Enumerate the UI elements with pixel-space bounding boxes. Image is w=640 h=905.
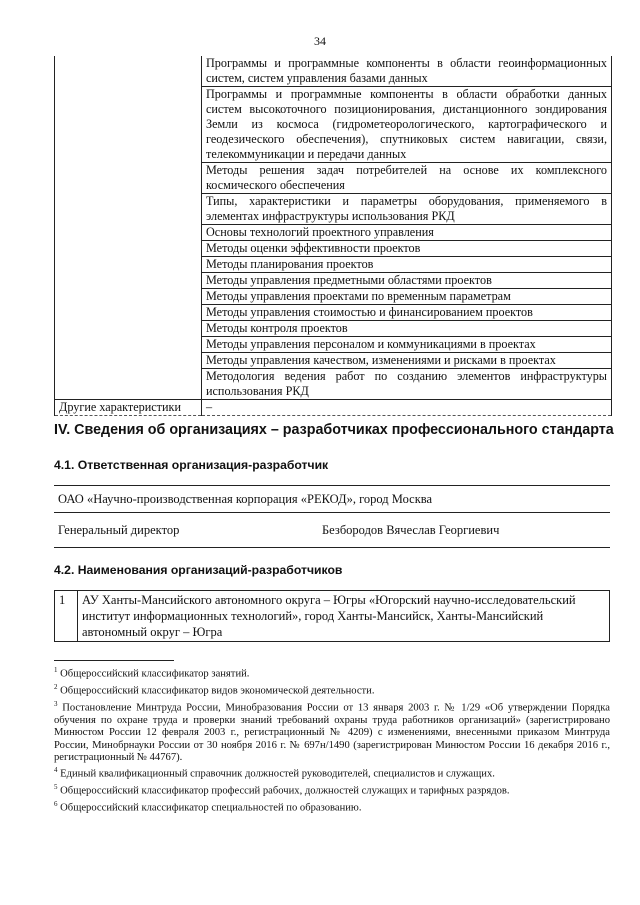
knowledge-item: Методы управления стоимостью и финансированием проектов [202, 305, 612, 321]
knowledge-left-cell [55, 225, 202, 241]
knowledge-table [54, 56, 612, 416]
knowledge-left-cell [55, 257, 202, 273]
knowledge-row [55, 56, 612, 87]
other-characteristics-label: Другие характеристики [55, 400, 202, 416]
director-name: Безбородов Вячеслав Георгиевич [322, 523, 500, 537]
knowledge-item: Методы управления качеством, изменениями и рисками в проектах [202, 353, 612, 369]
knowledge-left-cell [55, 273, 202, 289]
knowledge-item: Методы управления персоналом и коммуникациями в проектах [202, 337, 612, 353]
knowledge-row [55, 163, 612, 194]
other-characteristics-value: – [202, 400, 612, 416]
knowledge-left-cell [55, 194, 202, 225]
developer-row [55, 591, 610, 642]
knowledge-left-cell [55, 305, 202, 321]
developers-table-body [55, 591, 610, 642]
knowledge-left-cell [55, 337, 202, 353]
knowledge-left-cell [55, 369, 202, 400]
knowledge-item: Методы оценки эффективности проектов [202, 241, 612, 257]
knowledge-item: Методы управления предметными областями проектов [202, 273, 612, 289]
footnote-rule [54, 660, 174, 661]
developer-name: АУ Ханты-Мансийского автономного округа – Югры «Югорский научно-исследовательский институт информационных технологий», город Ханты-Мансийск, Ханты-Мансийский автономный округ – Югра [78, 591, 610, 642]
footnote-text: Общероссийский классификатор занятий. [60, 668, 250, 680]
knowledge-item: Программы и программные компоненты в области обработки данных систем высокоточного позиционирования, дистанционного зондирования Земли из космоса (гидрометеорологического, картографического и геодезического обеспечения), спутниковых систем навигации, связи, телекоммуникации и передачи данных [202, 87, 612, 163]
footnote [54, 681, 610, 698]
page-number: 34 [314, 34, 326, 48]
footnote [54, 664, 610, 681]
footnote-mark: 3 [54, 699, 58, 708]
knowledge-item: Методология ведения работ по созданию элементов инфраструктуры использования РКД [202, 369, 612, 400]
knowledge-row [55, 257, 612, 273]
knowledge-row [55, 337, 612, 353]
knowledge-item: Методы контроля проектов [202, 321, 612, 337]
knowledge-left-cell [55, 241, 202, 257]
knowledge-item: Типы, характеристики и параметры оборудования, применяемого в элементах инфраструктуры использования РКД [202, 194, 612, 225]
knowledge-row [55, 241, 612, 257]
footnote-mark: 2 [54, 682, 58, 691]
knowledge-row [55, 225, 612, 241]
section-title: IV. Сведения об организациях – разработчиках профессионального стандарта [54, 422, 614, 438]
knowledge-row [55, 289, 612, 305]
footnote-text: Постановление Минтруда России, Минобразования России от 13 января 2003 г. № 1/29 «Об утверждении Порядка обучения по охране труда и проверки знаний требований охраны труда работников организаций» (зарегистрировано Минюстом России 12 февраля 2003 г., регистрационный № 4209) с изменениями, внесенными приказом Минтруда России, Минобрнауки России от 30 ноября 2016 г. № 697н/1490 (зарегистрирован Минюстом России 16 декабря 2016 г., регистрационный № 44767). [54, 702, 610, 764]
developers-table [54, 590, 610, 642]
knowledge-item: Методы управления проектами по временным параметрам [202, 289, 612, 305]
footnote-mark: 5 [54, 783, 58, 792]
director-position: Генеральный директор [58, 523, 180, 537]
knowledge-item: Программы и программные компоненты в области геоинформационных систем, систем управления базами данных [202, 56, 612, 87]
knowledge-left-cell [55, 56, 202, 87]
footnote-list [54, 664, 610, 815]
knowledge-row [55, 194, 612, 225]
footnote-text: Общероссийский классификатор видов экономической деятельности. [60, 685, 375, 697]
footnote-text: Общероссийский классификатор специальностей по образованию. [60, 802, 362, 814]
footnote-mark: 6 [54, 800, 58, 809]
knowledge-table-body [55, 56, 612, 416]
knowledge-item: Методы планирования проектов [202, 257, 612, 273]
knowledge-item: Методы решения задач потребителей на основе их комплексного космического обеспечения [202, 163, 612, 194]
knowledge-left-cell [55, 353, 202, 369]
knowledge-left-cell [55, 163, 202, 194]
other-characteristics-row [55, 400, 612, 416]
footnote [54, 781, 610, 798]
developer-number: 1 [55, 591, 78, 642]
footnote [54, 798, 610, 815]
responsible-org-box [54, 485, 610, 548]
footnote-text: Единый квалификационный справочник должностей руководителей, специалистов и служащих. [60, 768, 495, 780]
footnote [54, 698, 610, 765]
footnote-text: Общероссийский классификатор профессий рабочих, должностей служащих и тарифных разрядов. [60, 785, 510, 797]
knowledge-row [55, 369, 612, 400]
signature-row [54, 513, 610, 547]
developers-heading: 4.2. Наименования организаций-разработчиков [54, 563, 343, 577]
knowledge-left-cell [55, 321, 202, 337]
footnotes [54, 660, 610, 815]
knowledge-item: Основы технологий проектного управления [202, 225, 612, 241]
knowledge-left-cell [55, 289, 202, 305]
footnote-mark: 4 [54, 766, 58, 775]
knowledge-left-cell [55, 87, 202, 163]
footnote-mark: 1 [54, 666, 58, 674]
responsible-org-name: ОАО «Научно-производственная корпорация «РЕКОД», город Москва [54, 486, 610, 513]
knowledge-row [55, 273, 612, 289]
knowledge-row [55, 321, 612, 337]
knowledge-row [55, 87, 612, 163]
knowledge-row [55, 353, 612, 369]
footnote [54, 764, 610, 781]
responsible-org-heading: 4.1. Ответственная организация-разработчик [54, 458, 329, 472]
knowledge-row [55, 305, 612, 321]
